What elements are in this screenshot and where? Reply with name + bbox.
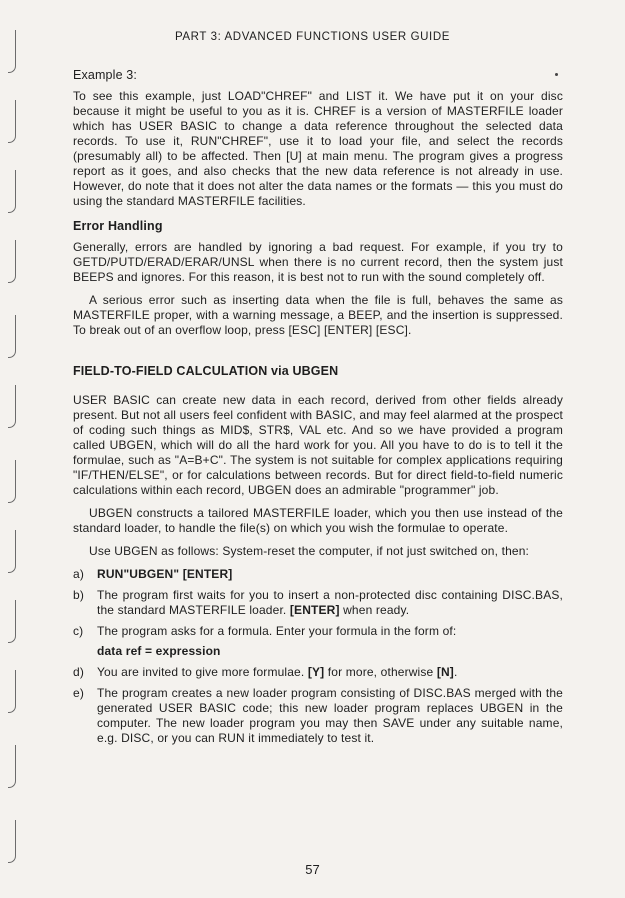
step-b-key: [ENTER] [289,603,340,617]
step-d-key-1: [Y] [307,665,325,679]
ubgen-para-2: UBGEN constructs a tailored MASTERFILE loader, which you then use instead of the standard loader, to handle the file(s) on which you wish the formulae to operate. [73,506,563,535]
step-c-text: The program asks for a formula. Enter your formula in the form of: [97,624,457,638]
step-b-after: when ready. [343,603,410,617]
step-d-key-2: [N] [436,665,454,679]
step-c-formula: data ref = expression [97,644,221,658]
page-content [73,68,563,746]
error-handling-para-1: Generally, errors are handled by ignoring a bad request. For example, if you try to GETD/PUTD/ERAD/ERAR/UNSL when there is no current record, then the system just BEEPS and ignores. For this reason, it is best not to run with the sound completely off. [73,240,563,284]
step-b-text: The program first waits for you to insert a non-protected disc containing DISC.BAS, the standard MASTERFILE loader. [97,588,563,617]
ubgen-para-1: USER BASIC can create new data in each record, derived from other fields already present. But not all users feel confident with BASIC, and may feel alarmed at the prospect of coding such things as MID$, STR$, VAL etc. And so we have provided a program called UBGEN, which will do all the hard work for you. All you have to do is to tell it the formulae, such as "A=B+C". The system is not suitable for complex applications requiring "IF/THEN/ELSE", or for calculations between records. But for direct field-to-field numeric calculations within each record, UBGEN does an admirable "programmer" job. [73,393,563,497]
example-3-text: To see this example, just LOAD"CHREF" and LIST it. We have put it on your disc because it might be useful to you as it is. CHREF is a version of MASTERFILE loader which has USER BASIC to change a data reference throughout the selected data records. To use it, RUN"CHREF", use it to load your file, and select the records (presumably all) to be affected. Then [U] at main menu. The program gives a progress report as it goes, and also checks that the new data reference is not already in use. However, do note that it does not alter the data names or the formats — this you must do using the standard MASTERFILE facilities. [73,89,563,208]
page-header: PART 3: ADVANCED FUNCTIONS USER GUIDE [174,31,451,43]
step-d-text-1: You are invited to give more formulae. [97,665,305,679]
page-number: 57 [305,862,320,877]
step-a-text: RUN"UBGEN" [ENTER] [97,567,233,581]
step-e-text: The program creates a new loader program consisting of DISC.BAS merged with the generated USER BASIC code; this new loader program replaces UBGEN in the computer. The new loader program you may then SAVE under any suitable name, e.g. DISC, or you can RUN it immediately to test it. [97,686,563,745]
step-c-letter: c) [73,624,84,638]
error-handling-para-2: A serious error such as inserting data when the file is full, behaves the same as MASTERFILE proper, with a warning message, a BEEP, and the insertion is suppressed. To break out of an overflow loop, press [ESC] [ENTER] [ESC]. [73,293,563,337]
step-d-body [97,665,563,680]
step-d-letter: d) [73,665,84,679]
example-3-heading: Example 3: [73,68,138,82]
step-c [73,624,563,639]
step-b [73,588,563,618]
ubgen-para-3: Use UBGEN as follows: System-reset the computer, if not just switched on, then: [89,544,530,558]
step-a [73,567,563,582]
step-b-body [97,588,563,618]
step-a-letter: a) [73,567,84,581]
binding-holes [6,30,20,870]
step-e-letter: e) [73,686,84,700]
step-b-letter: b) [73,588,84,602]
step-d-text-2: for more, otherwise [327,665,434,679]
ubgen-heading: FIELD-TO-FIELD CALCULATION via UBGEN [73,364,339,378]
step-d-text-3: . [453,665,458,679]
error-handling-heading: Error Handling [73,219,163,233]
step-d [73,665,563,680]
step-e [73,686,563,746]
ubgen-steps [73,567,563,746]
